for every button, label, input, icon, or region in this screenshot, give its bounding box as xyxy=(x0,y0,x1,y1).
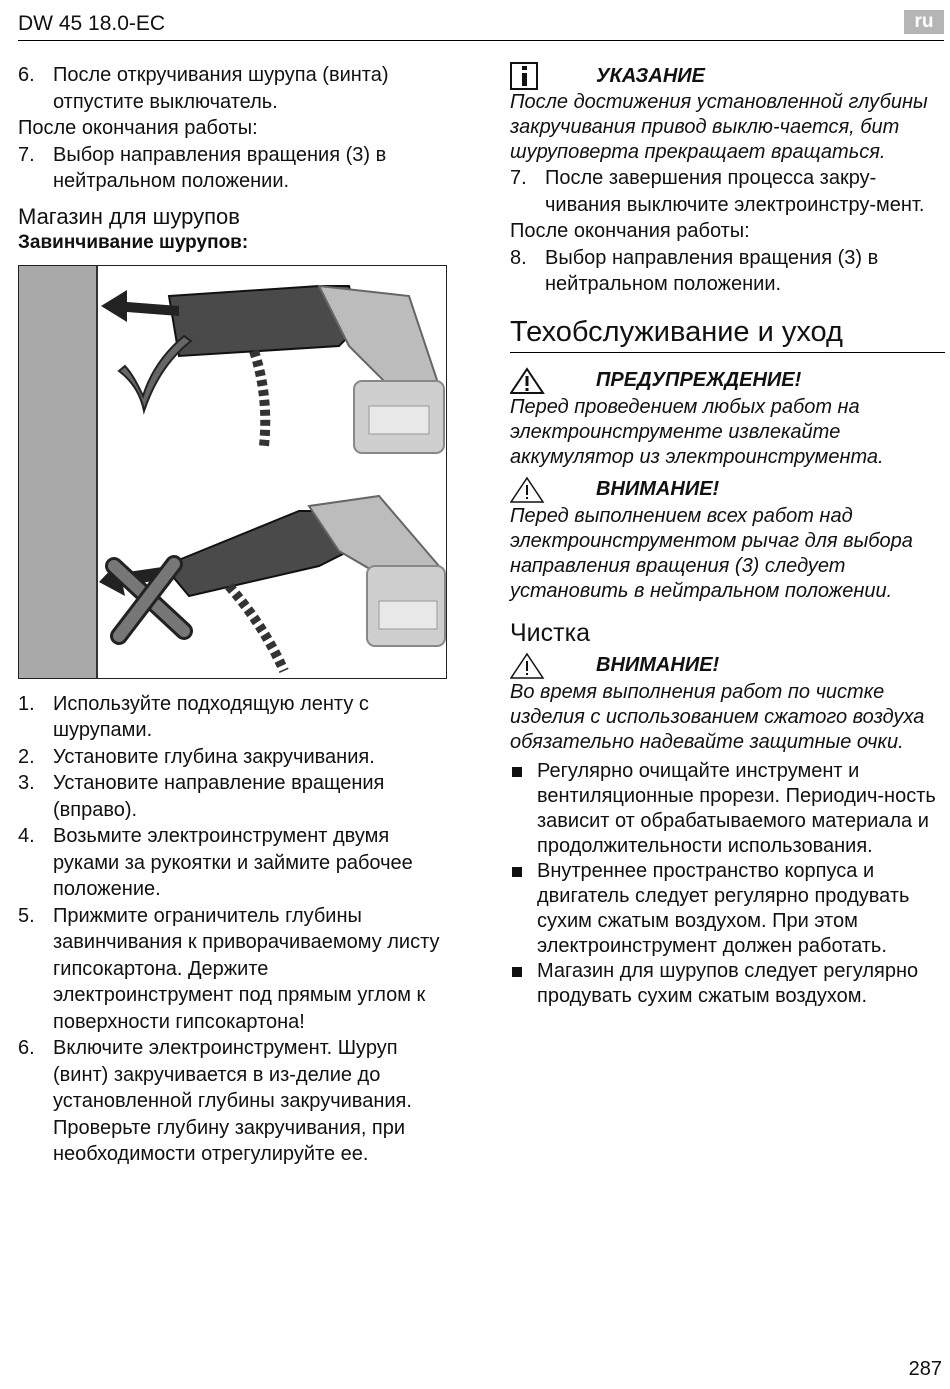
note-body: После достижения установленной глубины закручивания привод выклю-чается, бит шуруповерта прекращает вращаться. xyxy=(510,91,928,163)
after-work-label: После окончания работы: xyxy=(18,117,258,139)
maintenance-title: Техобслуживание и уход xyxy=(510,314,945,353)
list-item: 7. Выбор направления вращения (3) в нейтральном положении. xyxy=(18,143,387,192)
bullet-square-icon xyxy=(510,959,537,1009)
screwdriver-illustration xyxy=(18,265,447,679)
wrong-position-drill xyxy=(164,496,445,671)
left-column xyxy=(18,62,443,1168)
bullet-item: Магазин для шурупов следует регулярно продувать сухим сжатым воздухом. xyxy=(510,959,945,1009)
caution-title: ВНИМАНИЕ! xyxy=(596,478,720,501)
caution-title: ВНИМАНИЕ! xyxy=(596,654,720,677)
list-item: 3. Установите направление вращения (вправо). xyxy=(18,772,385,821)
bullet-item: Регулярно очищайте инструмент и вентиляционные прорези. Периодич-ность зависит от обрабатываемого материала и продолжительности использования. xyxy=(510,759,945,859)
caution-triangle-icon xyxy=(510,476,546,504)
list-item: 7. После завершения процесса закру-чивания выключите электроинстру-мент. xyxy=(510,167,925,216)
right-column xyxy=(510,62,945,1009)
illustration-svg xyxy=(19,266,446,678)
note-title: УКАЗАНИЕ xyxy=(596,64,705,87)
bullet-square-icon xyxy=(510,859,537,959)
page-header xyxy=(18,10,944,41)
caution-block xyxy=(510,652,945,755)
warning-body: Перед проведением любых работ на электроинструменте извлекайте аккумулятор из электроинструмента. xyxy=(510,395,884,468)
checkmark-icon xyxy=(119,336,191,411)
section-title: Магазин для шурупов xyxy=(18,203,240,229)
caution-body: Во время выполнения работ по чистке изделия с использованием сжатого воздуха обязательно надевайте защитные очки. xyxy=(510,680,925,753)
after-work-label: После окончания работы: xyxy=(510,220,750,242)
page-number: 287 xyxy=(908,1358,942,1380)
list-item: 2. Установите глубина закручивания. xyxy=(18,745,375,768)
bullet-item: Внутреннее пространство корпуса и двигатель следует регулярно продувать сухим сжатым воздухом. При этом электроинструмент должен работать. xyxy=(510,859,945,959)
bullet-square-icon xyxy=(510,759,537,859)
caution-block xyxy=(510,476,945,604)
wall-panel xyxy=(19,266,97,678)
warning-triangle-icon xyxy=(510,367,546,395)
cleaning-title: Чистка xyxy=(510,618,590,647)
caution-body: Перед выполнением всех работ над электроинструментом рычаг для выбора направления вращения (3) следует установить в нейтральном положении. xyxy=(510,504,913,602)
correct-position-drill xyxy=(169,286,444,453)
warning-block xyxy=(510,367,945,470)
list-item: 6. После откручивания шурупа (винта) отпустите выключатель. xyxy=(18,64,389,113)
subsection-title: Завинчивание шурупов: xyxy=(18,231,249,253)
list-item: 1. Используйте подходящую ленту с шурупами. xyxy=(18,692,369,741)
language-badge: ru xyxy=(904,10,944,34)
list-item: 8. Выбор направления вращения (3) в нейтральном положении. xyxy=(510,246,879,295)
document-title: DW 45 18.0-EC xyxy=(18,12,166,35)
list-item: 4. Возьмите электроинструмент двумя руками за рукоятки и займите рабочее положение. xyxy=(18,825,413,900)
note-block xyxy=(510,62,945,165)
list-item: 5. Прижмите ограничитель глубины завинчивания к приворачиваемому листу гипсокартона. Держите электроинструмент под прямым углом к поверхности гипсокартона! xyxy=(18,904,440,1033)
info-icon xyxy=(510,62,546,90)
warning-title: ПРЕДУПРЕЖДЕНИЕ! xyxy=(596,369,802,392)
caution-triangle-icon xyxy=(510,652,546,680)
list-item: 6. Включите электроинструмент. Шуруп (винт) закручивается в из-делие до установленной глубины закручивания. Проверьте глубину закручивания, при необходимости отрегулируйте ее. xyxy=(18,1037,412,1165)
arrow-straight-icon xyxy=(101,290,179,322)
